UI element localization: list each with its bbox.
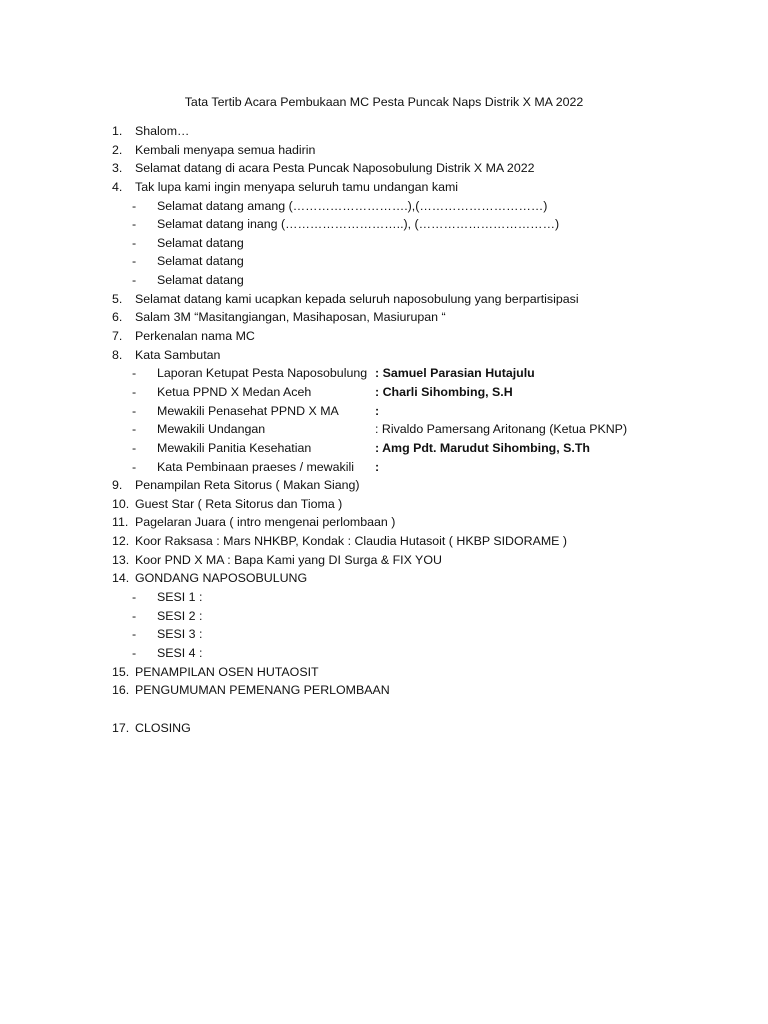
item-number: 16. <box>112 683 130 698</box>
item-number: 13. <box>112 552 130 567</box>
subitem-text: Mewakili Panitia Kesehatian <box>157 440 312 455</box>
item-text: Selamat datang kami ucapkan kepada seluruh naposobulung yang berpartisipasi <box>135 291 579 306</box>
agenda-subitem <box>112 607 752 626</box>
subitem-text: SESI 1 : <box>157 590 203 605</box>
item-number: 1. <box>112 124 123 138</box>
bullet-dash: - <box>132 422 137 437</box>
agenda-item <box>112 290 752 309</box>
subitem-text: Selamat datang <box>157 254 244 269</box>
item-text: PENGUMUMAN PEMENANG PERLOMBAAN <box>135 683 390 698</box>
subitem-text: Selamat datang inang (………………………..), (……………………………) <box>157 217 560 232</box>
agenda-item <box>112 719 752 738</box>
bullet-dash: - <box>132 459 137 474</box>
item-number: 17. <box>112 720 130 735</box>
item-text: PENAMPILAN OSEN HUTAOSIT <box>135 664 319 679</box>
bullet-dash: - <box>132 403 137 418</box>
subitem-value: : Charli Sihombing, S.H <box>375 384 513 399</box>
agenda-subitem <box>112 420 752 439</box>
document-title: Tata Tertib Acara Pembukaan MC Pesta Puncak Naps Distrik X MA 2022 <box>184 95 584 109</box>
agenda-subitem <box>112 439 752 458</box>
item-text: Selamat datang di acara Pesta Puncak Naposobulung Distrik X MA 2022 <box>135 161 535 176</box>
item-text: Kata Sambutan <box>135 347 221 362</box>
agenda-subitem <box>112 588 752 607</box>
agenda-list <box>112 122 752 737</box>
subitem-text: Selamat datang <box>157 235 244 250</box>
agenda-item <box>112 178 752 197</box>
subitem-text: Mewakili Penasehat PPND X MA <box>157 403 339 418</box>
subitem-text: SESI 3 : <box>157 627 203 642</box>
item-number: 4. <box>112 179 123 194</box>
agenda-subitem <box>112 625 752 644</box>
item-text: Guest Star ( Reta Sitorus dan Tioma ) <box>135 496 343 511</box>
agenda-item <box>112 569 752 588</box>
item-number: 6. <box>112 310 123 325</box>
subitem-value: : Samuel Parasian Hutajulu <box>375 366 535 381</box>
subitem-text: Selamat datang <box>157 273 244 288</box>
subitem-text: Ketua PPND X Medan Aceh <box>157 384 312 399</box>
agenda-subitem <box>112 383 752 402</box>
agenda-item <box>112 327 752 346</box>
item-number: 8. <box>112 347 123 362</box>
agenda-item <box>112 663 752 682</box>
agenda-subitem <box>112 252 752 271</box>
item-number: 11. <box>112 515 129 530</box>
item-text: Koor Raksasa : Mars NHKBP, Kondak : Claudia Hutasoit ( HKBP SIDORAME ) <box>135 534 568 549</box>
subitem-text: Kata Pembinaan praeses / mewakili <box>157 459 354 474</box>
item-number: 15. <box>112 664 130 679</box>
bullet-dash: - <box>132 198 137 213</box>
bullet-dash: - <box>132 590 137 605</box>
agenda-item <box>112 551 752 570</box>
agenda-subitem <box>112 271 752 290</box>
subitem-text: SESI 4 : <box>157 645 203 660</box>
item-text: GONDANG NAPOSOBULUNG <box>135 571 308 586</box>
bullet-dash: - <box>132 608 137 623</box>
agenda-item <box>112 476 752 495</box>
item-number: 7. <box>112 329 123 344</box>
agenda-subitem <box>112 458 752 477</box>
item-number: 12. <box>112 534 130 549</box>
agenda-item <box>112 495 752 514</box>
bullet-dash: - <box>132 217 137 232</box>
item-number: 2. <box>112 142 123 157</box>
bullet-dash: - <box>132 235 137 250</box>
blank-line <box>112 700 752 719</box>
agenda-subitem <box>112 364 752 383</box>
subitem-value: : <box>375 403 380 418</box>
bullet-dash: - <box>132 440 137 455</box>
agenda-subitem <box>112 402 752 421</box>
item-text: Shalom… <box>135 124 190 138</box>
item-number: 9. <box>112 478 123 493</box>
subitem-text: Laporan Ketupat Pesta Naposobulung <box>157 366 368 381</box>
agenda-subitem <box>112 644 752 663</box>
agenda-item <box>112 532 752 551</box>
item-number: 3. <box>112 161 123 176</box>
agenda-subitem <box>112 215 752 234</box>
agenda-item <box>112 308 752 327</box>
bullet-dash: - <box>132 273 137 288</box>
agenda-item <box>112 681 752 700</box>
agenda-item <box>112 346 752 365</box>
item-text: CLOSING <box>135 720 191 735</box>
bullet-dash: - <box>132 645 137 660</box>
item-text: Perkenalan nama MC <box>135 329 255 344</box>
item-number: 5. <box>112 291 123 306</box>
subitem-value: : Rivaldo Pamersang Aritonang (Ketua PKNP) <box>375 422 628 437</box>
subitem-text: Selamat datang amang (……………………….),(…………………………) <box>157 198 548 213</box>
item-text: Koor PND X MA : Bapa Kami yang DI Surga & FIX YOU <box>135 552 442 567</box>
subitem-text: SESI 2 : <box>157 608 203 623</box>
bullet-dash: - <box>132 384 137 399</box>
agenda-item <box>112 141 752 160</box>
agenda-item <box>112 122 752 141</box>
item-text: Pagelaran Juara ( intro mengenai perlombaan ) <box>135 515 396 530</box>
item-number: 14. <box>112 571 130 586</box>
bullet-dash: - <box>132 366 137 381</box>
item-text: Tak lupa kami ingin menyapa seluruh tamu undangan kami <box>135 179 459 194</box>
subitem-text: Mewakili Undangan <box>157 422 266 437</box>
item-text: Penampilan Reta Sitorus ( Makan Siang) <box>135 478 360 493</box>
item-text: Kembali menyapa semua hadirin <box>135 142 316 157</box>
item-number: 10. <box>112 496 130 511</box>
bullet-dash: - <box>132 627 137 642</box>
agenda-subitem <box>112 197 752 216</box>
bullet-dash: - <box>132 254 137 269</box>
agenda-item <box>112 159 752 178</box>
agenda-subitem <box>112 234 752 253</box>
subitem-value: : Amg Pdt. Marudut Sihombing, S.Th <box>375 440 590 455</box>
agenda-item <box>112 513 752 532</box>
subitem-value: : <box>375 459 380 474</box>
item-text: Salam 3M “Masitangiangan, Masihaposan, Masiurupan “ <box>135 310 446 325</box>
